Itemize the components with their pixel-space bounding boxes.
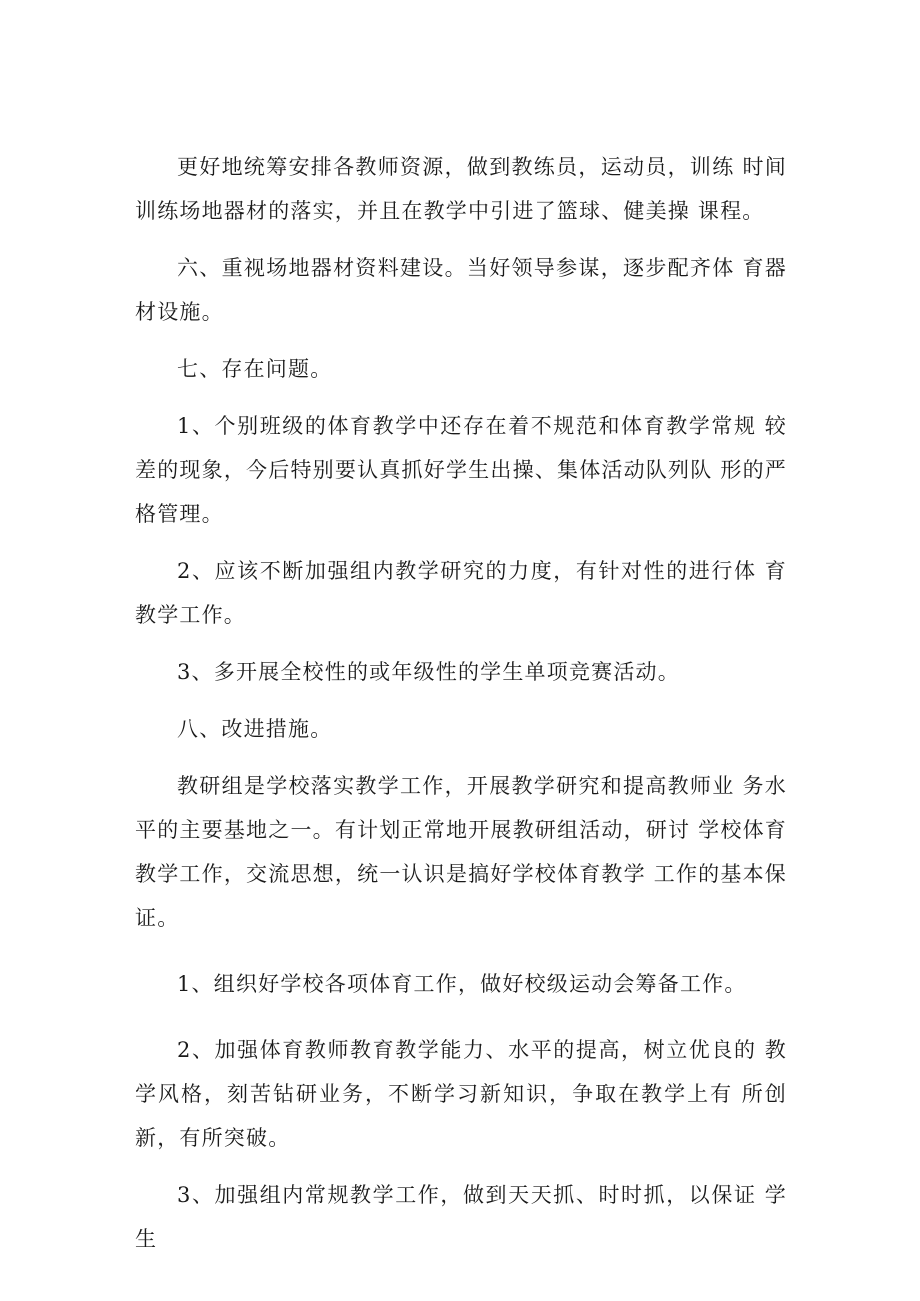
paragraph-2: 六、重视场地器材资料建设。当好领导参谋，逐步配齐体 育器材设施。 [135, 256, 787, 324]
paragraph-9: 1、组织好学校各项体育工作，做好校级运动会筹备工作。 [177, 972, 747, 996]
paragraph-3: 七、存在问题。 [177, 357, 333, 381]
paragraph-8: 教研组是学校落实教学工作，开展教学研究和提高教师业 务水平的主要基地之一。有计划正常地开展教研组活动，研讨 学校体育教学工作，交流思想，统一认识是搞好学校体育教学 工作的基本保证。 [135, 774, 787, 930]
paragraph-4: 1、个别班级的体育教学中还存在着不规范和体育教学常规 较差的现象，今后特别要认真抓好学生出操、集体活动队列队 形的严格管理。 [135, 414, 787, 526]
document-body [135, 145, 787, 1274]
paragraph-11: 3、加强组内常规教学工作，做到天天抓、时时抓，以保证 学生 [135, 1183, 787, 1251]
paragraph-1: 更好地统筹安排各教师资源，做到教练员，运动员，训练 时间训练场地器材的落实，并且在教学中引进了篮球、健美操 课程。 [135, 155, 787, 223]
paragraph-7: 八、改进措施。 [177, 717, 333, 741]
paragraph-6: 3、多开展全校性的或年级性的学生单项竞赛活动。 [177, 660, 680, 684]
paragraph-10: 2、加强体育教师教育教学能力、水平的提高，树立优良的 教学风格，刻苦钻研业务，不断学习新知识，争取在教学上有 所创新，有所突破。 [135, 1038, 787, 1150]
paragraph-5: 2、应该不断加强组内教学研究的力度，有针对性的进行体 育教学工作。 [135, 559, 787, 627]
